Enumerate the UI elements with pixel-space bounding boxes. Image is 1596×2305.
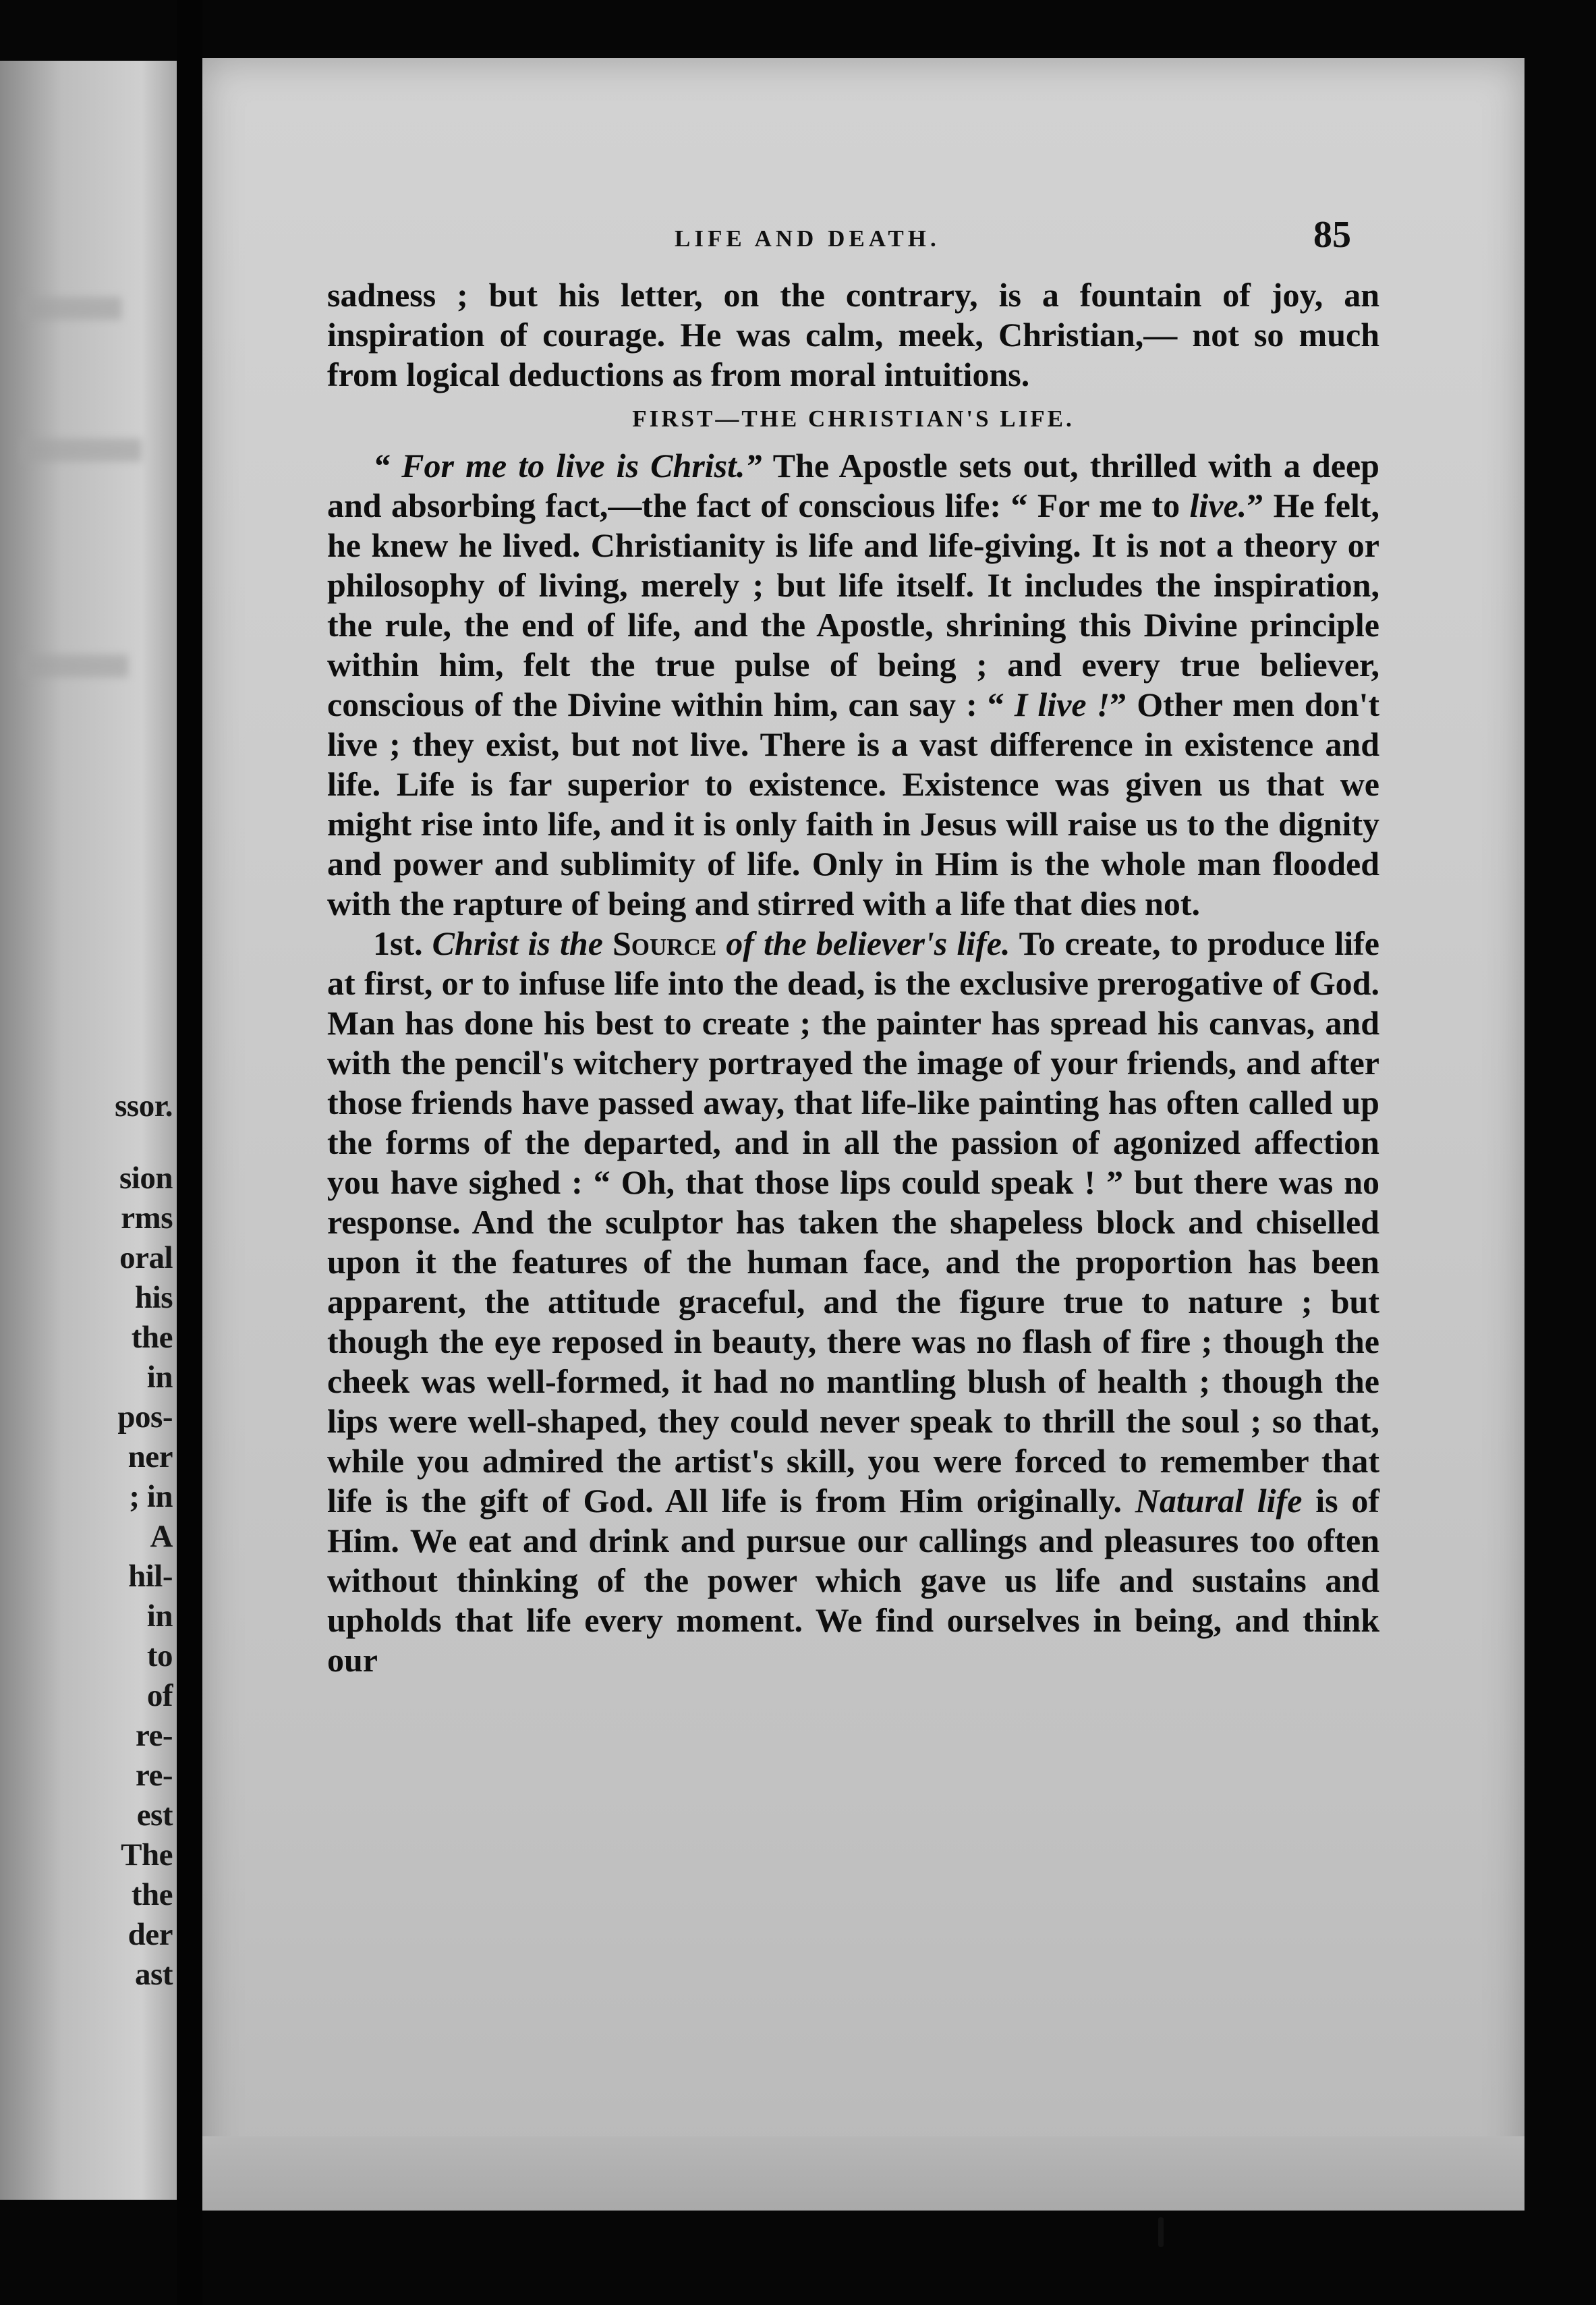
left-fragment-line: of bbox=[146, 1678, 173, 1713]
left-fragment-line: ast bbox=[135, 1957, 173, 1992]
section-heading: FIRST—THE CHRISTIAN'S LIFE. bbox=[632, 406, 1075, 432]
scripture-quote: “ For me to live is Christ.” bbox=[373, 447, 762, 484]
book-page bbox=[202, 58, 1524, 2211]
running-title: LIFE AND DEATH. bbox=[675, 225, 940, 252]
left-fragment-line: in bbox=[146, 1599, 173, 1634]
left-fragment-line: his bbox=[135, 1280, 173, 1315]
faded-text bbox=[20, 439, 142, 462]
left-fragment-line: der bbox=[127, 1917, 173, 1952]
left-fragment-line: in bbox=[146, 1360, 173, 1395]
faded-text bbox=[20, 297, 121, 320]
paragraph: “ For me to live is Christ.” The Apostle sets out, thrilled with a deep and absorbing fact,—the fact of conscious life: “ For me to live.” He felt, he knew he lived. Christianity is life and life-giving. It is not a theory or philosophy of living, merely ; but life itself. It includes the inspiration, the rule, the end of life, and the Apostle, shrining this Divine principle within him, felt the true pulse of being ; and every true believer, conscious of the Divine within him, can say : “ I live !” Other men don't live ; they exist, but not live. There is a vast difference in existence and life. Life is far superior to existence. Existence was given us that we might rise into life, and it is only faith in Jesus will raise us to the dignity and power and sublimity of life. Only in Him is the whole man flooded with the rapture of being and stirred with a life that dies not. bbox=[327, 447, 1380, 922]
ink-speck bbox=[1158, 2217, 1164, 2247]
left-fragment-line: pos- bbox=[117, 1399, 173, 1435]
page-body bbox=[327, 275, 1379, 1680]
left-fragment-line: hil- bbox=[128, 1559, 173, 1594]
page-number: 85 bbox=[1313, 214, 1351, 256]
left-page-fragment bbox=[0, 61, 177, 2200]
left-fragment-line: rms bbox=[121, 1200, 173, 1235]
faded-text bbox=[20, 655, 128, 677]
paragraph: 1st. Christ is the Source of the believer's life. To create, to produce life at first, or to infuse life into the dead, is the exclusive prerogative of God. Man has done his best to create ; the painter has spread his canvas, and with the pencil's witchery portrayed the image of your friends, and after those friends have passed away, that life-like painting has often called up the forms of the departed, and in all the passion of agonized affection you have sighed : “ Oh, that those lips could speak ! ” but there was no response. And the sculptor has taken the shapeless block and chiselled upon it the features of the human face, and the proportion has been apparent, the attitude graceful, and the figure true to nature ; but though the eye reposed in beauty, there was no flash of fire ; though the cheek was well-formed, it had no mantling blush of health ; though the lips were well-shaped, they could never speak to thrill the soul ; so that, while you admired the artist's skill, you were forced to remember that life is the gift of God. All life is from Him originally. Natural life is of Him. We eat and drink and pursue our callings and pleasures too often without thinking of the power which gave us life and sustains and upholds that life every moment. We find ourselves in being, and think our bbox=[327, 924, 1380, 1679]
page-bottom-edge bbox=[202, 2136, 1524, 2211]
left-fragment-line: oral bbox=[119, 1240, 173, 1275]
left-fragment-line: ; in bbox=[129, 1479, 173, 1514]
left-fragment-line: est bbox=[136, 1798, 173, 1833]
left-fragment-line: A bbox=[150, 1519, 173, 1554]
left-fragment-line: ner bbox=[127, 1439, 173, 1474]
book-gutter bbox=[177, 0, 202, 2305]
page-header bbox=[202, 213, 1524, 267]
left-fragment-line: to bbox=[146, 1638, 173, 1673]
left-fragment-line: the bbox=[131, 1877, 173, 1912]
left-fragment-line: the bbox=[131, 1320, 173, 1355]
left-fragment-line: re- bbox=[135, 1718, 173, 1753]
left-fragment-line: ssor. bbox=[115, 1088, 173, 1123]
left-fragment-line: re- bbox=[135, 1758, 173, 1793]
left-fragment-line: sion bbox=[119, 1161, 173, 1196]
paragraph: sadness ; but his letter, on the contrary, is a fountain of joy, an inspiration of courage. He was calm, meek, Christian,— not so much from logical deductions as from moral intuitions. bbox=[327, 276, 1379, 393]
left-fragment-line: The bbox=[121, 1837, 173, 1872]
